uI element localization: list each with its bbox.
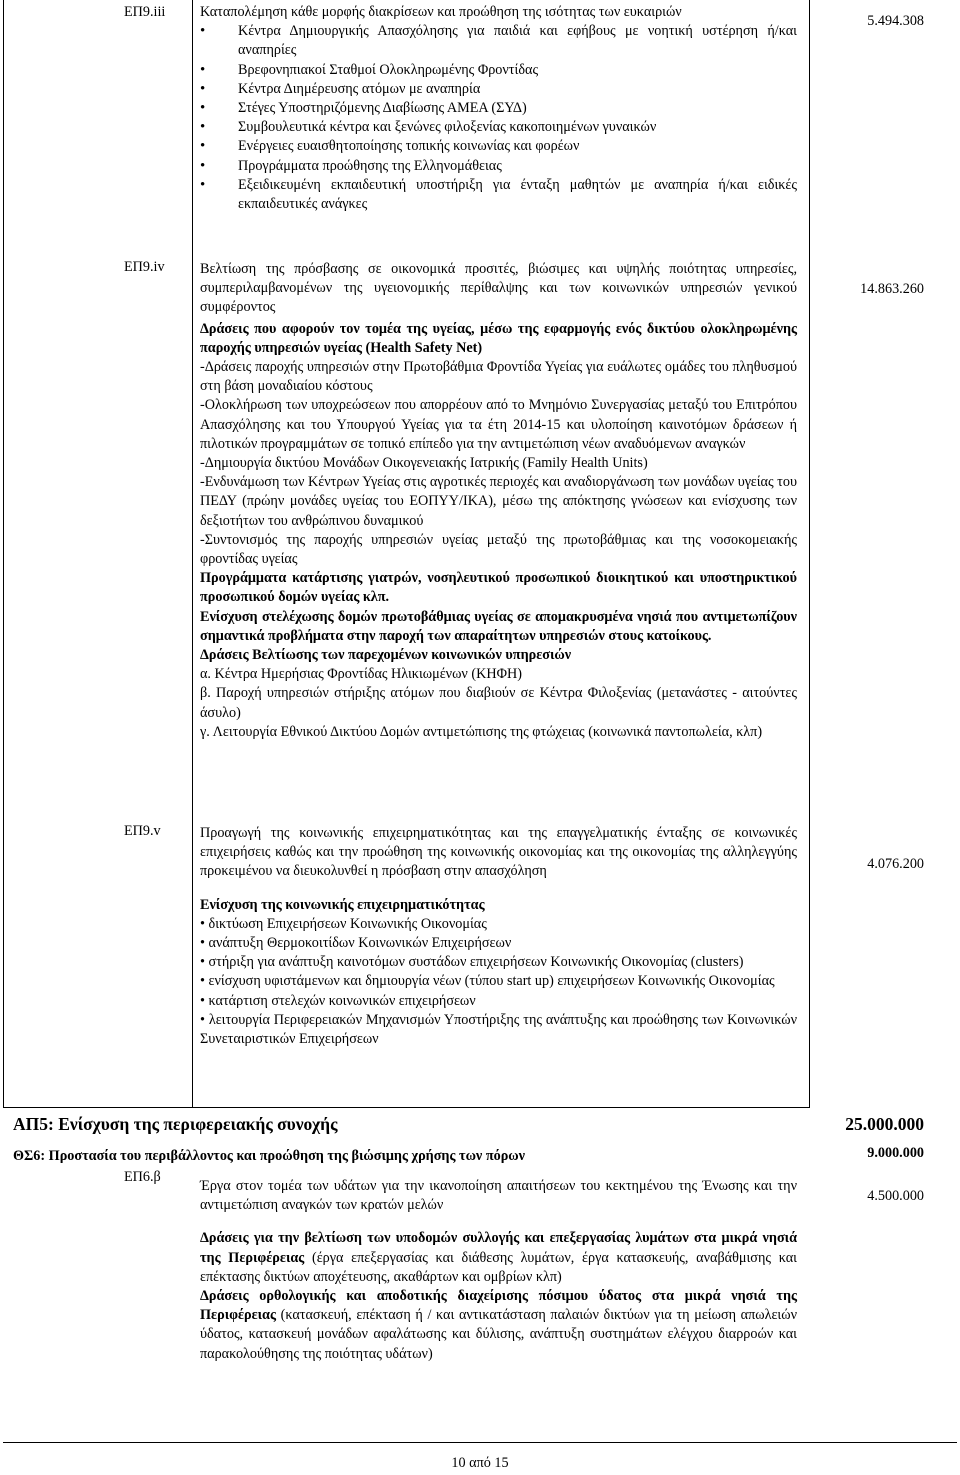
list-item: • Εξειδικευμένη εκπαιδευτική υποστήριξη για ένταξη μαθητών με αναπηρία ή/και ειδικές εκπαιδευτικές ανάγκες	[200, 176, 797, 214]
health-item: -Ενδυνάμωση των Κέντρων Υγείας στις αγροτικές περιοχές και αναδιοργάνωση των μονάδων υγείας του ΠΕΔΥ (πρώην μονάδες υγείας του ΕΟΠΥΥ/ΙΚΑ), μέσω της απόκτησης γνώσεων και ενίσχυσης των δεξιοτήτων του ανθρώπινου δυναμικού	[200, 474, 797, 529]
row-content	[200, 1177, 797, 1364]
training-heading: Προγράμματα κατάρτισης γιατρών, νοσηλευτικού προσωπικού διοικητικού και υποστηρικτικού προσωπικού δομών υγείας κλπ.	[200, 570, 797, 606]
section-heading: Ενίσχυση της κοινωνικής επιχειρηματικότητας	[200, 896, 485, 913]
list-item-text: δικτύωση Επιχειρήσεων Κοινωνικής Οικονομίας	[208, 915, 487, 932]
social-heading: Δράσεις Βελτίωσης των παρεχομένων κοινωνικών υπηρεσιών	[200, 647, 572, 664]
row-code: ΕΠ9.iv	[124, 259, 165, 275]
health-heading: Δράσεις που αφορούν τον τομέα της υγείας, μέσω της εφαρμογής ενός δικτύου ολοκληρωμένης παροχής υπηρεσιών υγείας (Health Safety Net)	[200, 320, 797, 356]
paragraph-text: (κατασκευή, επέκταση ή / και αντικατάσταση παλαιών δικτύων για τη μείωση απωλειών ύδατος, κατασκευή μονάδων αφαλάτωσης και δύλισης, ανάπτυξη συστημάτων ελέγχου διαρροών και παρακολούθησης της ποιότητας υδάτων)	[200, 1307, 797, 1362]
list-item: • στήριξη για ανάπτυξη καινοτόμων συστάδων επιχειρήσεων Κοινωνικής Οικονομίας (clusters)	[200, 954, 744, 971]
priority-axis-title: ΑΠ5: Ενίσχυση της περιφερειακής συνοχής	[13, 1114, 338, 1134]
paragraph-bold: Δράσεις ορθολογικής και αποδοτικής διαχείρισης πόσιμου ύδατος στα μικρά νησιά της Περιφέρειας	[200, 1288, 797, 1324]
list-item-text: λειτουργία Περιφερειακών Μηχανισμών Υποστήριξης της ανάπτυξης και προώθησης των Κοινωνικών Συνεταιριστικών Επιχειρήσεων	[200, 1011, 797, 1048]
health-item: -Δημιουργία δικτύου Μονάδων Οικογενειακής Ιατρικής (Family Health Units)	[200, 455, 648, 472]
list-item: • κατάρτιση στελεχών κοινωνικών επιχειρήσεων	[200, 992, 476, 1009]
paragraph-text: (έργα επεξεργασίας και διάθεσης λυμάτων, έργα κατασκευής, αναβάθμισης και επέκτασης δικτύων αποχέτευσης, ακαθάρτων και ομβρίων κλπ)	[200, 1249, 797, 1285]
row-content	[200, 3, 797, 214]
social-item: γ. Λειτουργία Εθνικού Δικτύου Δομών αντιμετώπισης της φτώχειας (κοινωνικά παντοπωλεία, κλπ)	[200, 723, 763, 740]
list-item: • δικτύωση Επιχειρήσεων Κοινωνικής Οικονομίας	[200, 915, 487, 932]
list-item: • λειτουργία Περιφερειακών Μηχανισμών Υποστήριξης της ανάπτυξης και προώθησης των Κοινωνικών Συνεταιριστικών Επιχειρήσεων	[200, 1011, 797, 1048]
row-amount: 14.863.260	[860, 281, 924, 297]
row-intro: Έργα στον τομέα των υδάτων για την ικανοποίηση απαιτήσεων του κεκτημένου της Ένωσης και την αντιμετώπιση αναγκών των κρατών μελών	[200, 1178, 797, 1214]
row-amount: 4.076.200	[867, 856, 924, 872]
staffing-heading: Ενίσχυση στελέχωσης δομών πρωτοβάθμιας υγείας σε απομακρυσμένα νησιά που αντιμετωπίζουν σημαντικά προβλήματα στην παροχή των απαραίτητων υπηρεσιών στους κατοίκους.	[200, 608, 797, 644]
health-item: -Συντονισμός της παροχής υπηρεσιών υγείας μεταξύ της πρωτοβάθμιας και της νοσοκομειακής φροντίδας υγείας	[200, 531, 797, 568]
row-content	[200, 824, 797, 1049]
page-number: 10 από 15	[451, 1455, 509, 1471]
list-item: • Βρεφονηπιακοί Σταθμοί Ολοκληρωμένης Φροντίδας	[200, 61, 797, 80]
list-item: • Προγράμματα προώθησης της Ελληνομάθειας	[200, 157, 797, 176]
table-border-left	[3, 0, 4, 1108]
list-item: • Κέντρα Δημιουργικής Απασχόλησης για παιδιά και εφήβους με νοητική υστέρηση ή/και αναπηρίες	[200, 22, 797, 60]
health-item: -Δράσεις παροχής υπηρεσιών στην Πρωτοβάθμια Φροντίδα Υγείας για ευάλωτες ομάδες του πληθυσμού στη βάση μοναδιαίου κόστους	[200, 359, 797, 395]
table-bottom-border	[3, 1107, 810, 1108]
row-amount: 5.494.308	[867, 13, 924, 29]
thematic-objective-title: ΘΣ6: Προστασία του περιβάλλοντος και προώθηση της βιώσιμης χρήσης των πόρων	[13, 1148, 525, 1164]
paragraph-bold: Δράσεις για την βελτίωση των υποδομών συλλογής και επεξεργασίας λυμάτων στα μικρά νησιά της Περιφέρειας	[200, 1230, 797, 1266]
list-item: • ανάπτυξη Θερμοκοιτίδων Κοινωνικών Επιχειρήσεων	[200, 935, 512, 952]
list-item: • Κέντρα Διημέρευσης ατόμων με αναπηρία	[200, 80, 797, 99]
list-item-text: στήριξη για ανάπτυξη καινοτόμων συστάδων επιχειρήσεων Κοινωνικής Οικονομίας (clusters)	[208, 954, 744, 971]
paragraph	[200, 1287, 797, 1364]
row-content	[200, 260, 797, 742]
priority-axis-amount: 25.000.000	[845, 1114, 924, 1134]
row-code: ΕΠ9.v	[124, 823, 161, 839]
row-title: Καταπολέμηση κάθε μορφής διακρίσεων και προώθηση της ισότητας των ευκαιριών	[200, 4, 682, 20]
social-item: α. Κέντρα Ημερήσιας Φροντίδας Ηλικιωμένων (ΚΗΦΗ)	[200, 666, 522, 683]
row-intro: Προαγωγή της κοινωνικής επιχειρηματικότητας και της επαγγελματικής ένταξης σε κοινωνικές επιχειρήσεις καθώς και την προώθηση της κοινωνικής οικονομίας και της οικονομίας της αλληλεγγύης προκειμένου να διευκολυνθεί η πρόσβαση στην απασχόληση	[200, 825, 797, 880]
column-divider-amount	[809, 0, 810, 1108]
health-item: -Ολοκλήρωση των υποχρεώσεων που απορρέουν από το Μνημόνιο Συνεργασίας μεταξύ του Επιτρόπου Απασχόλησης και του Υπουργού Υγείας για τα έτη 2014-15 και υλοποίηση καινοτόμων δράσεων ή πιλοτικών προγραμμάτων σε τοπικό επίπεδο για την αντιμετώπιση νέων αναδυόμενων αναγκών	[200, 397, 797, 452]
list-item: • ενίσχυση υφιστάμενων και δημιουργία νέων (τύπου start up) επιχειρήσεων Κοινωνικής Οικονομίας	[200, 973, 775, 990]
spacer	[200, 1215, 797, 1229]
list-item-text: ανάπτυξη Θερμοκοιτίδων Κοινωνικών Επιχειρήσεων	[208, 935, 512, 952]
list-item-text: ενίσχυση υφιστάμενων και δημιουργία νέων (τύπου start up) επιχειρήσεων Κοινωνικής Οικονομίας	[208, 973, 775, 990]
row-amount: 4.500.000	[867, 1188, 924, 1204]
list-item-text: κατάρτιση στελεχών κοινωνικών επιχειρήσεων	[208, 992, 476, 1009]
social-item: β. Παροχή υπηρεσιών στήριξης ατόμων που διαβιούν σε Κέντρα Φιλοξενίας (μετανάστες - αιτούντες άσυλο)	[200, 685, 797, 721]
bullet-list	[200, 22, 797, 214]
row-code: ΕΠ6.β	[124, 1169, 161, 1185]
paragraph	[200, 1229, 797, 1287]
spacer	[200, 882, 797, 896]
list-item: • Ενέργειες ευαισθητοποίησης τοπικής κοινωνίας και φορέων	[200, 137, 797, 156]
row-code: ΕΠ9.iii	[124, 4, 166, 20]
footer-rule	[3, 1442, 957, 1443]
list-item: • Συμβουλευτικά κέντρα και ξενώνες φιλοξενίας κακοποιημένων γυναικών	[200, 118, 797, 137]
column-divider-code	[192, 0, 193, 1108]
list-item: • Στέγες Υποστηριζόμενης Διαβίωσης ΑΜΕΑ (ΣΥΔ)	[200, 99, 797, 118]
row-intro: Βελτίωση της πρόσβασης σε οικονομικά προσιτές, βιώσιμες και υψηλής ποιότητας υπηρεσίες, συμπεριλαμβανομένων της υγειονομικής περίθαλψης και των κοινωνικών υπηρεσιών γενικού συμφέροντος	[200, 261, 797, 316]
thematic-objective-amount: 9.000.000	[867, 1145, 924, 1161]
